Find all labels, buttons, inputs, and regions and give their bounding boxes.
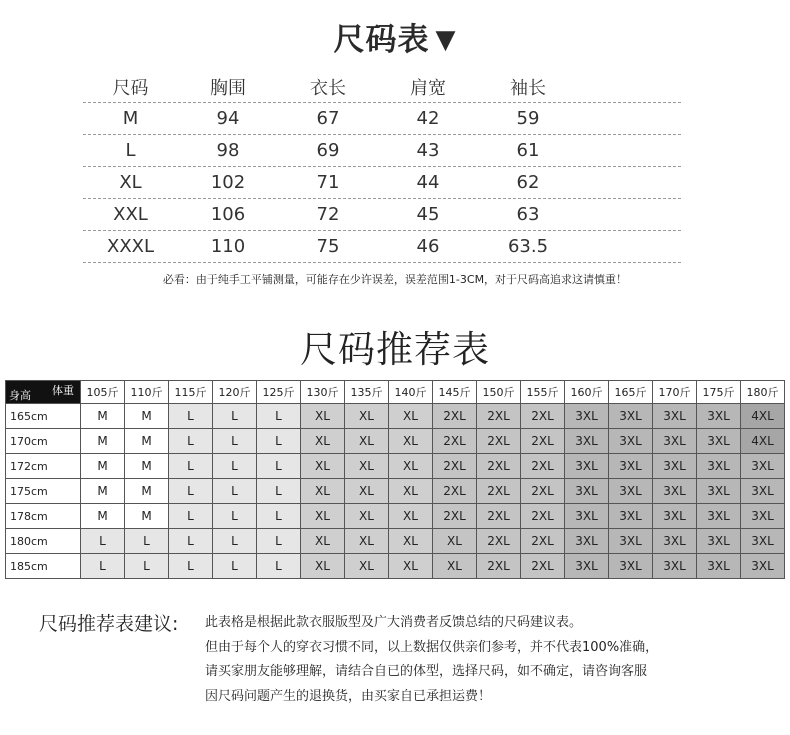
size-recommendation-cell: XL [433, 554, 477, 579]
size-recommendation-cell: 2XL [433, 404, 477, 429]
recommend-table [5, 380, 785, 579]
size-table-cell: 59 [516, 108, 540, 129]
size-recommendation-cell: 3XL [653, 479, 697, 504]
recommend-row [6, 404, 785, 429]
weight-header: 160斤 [565, 381, 609, 404]
size-recommendation-cell: XL [345, 429, 389, 454]
height-label: 180cm [6, 529, 81, 554]
size-recommendation-cell: L [257, 454, 301, 479]
recommend-row [6, 529, 785, 554]
size-recommendation-cell: M [81, 504, 125, 529]
size-recommendation-cell: L [213, 504, 257, 529]
size-recommendation-cell: 3XL [565, 554, 609, 579]
size-recommendation-cell: XL [301, 479, 345, 504]
size-recommendation-cell: M [125, 404, 169, 429]
size-recommendation-cell: 2XL [477, 479, 521, 504]
size-recommendation-cell: L [213, 529, 257, 554]
size-recommendation-cell: 3XL [697, 554, 741, 579]
size-recommendation-cell: 3XL [741, 479, 785, 504]
size-table-cell: 44 [416, 172, 440, 193]
measurement-note: 必看：由于纯手工平铺测量，可能存在少许误差，误差范围1-3CM，对于尺码高追求这请慎重！ [162, 273, 628, 286]
size-table-cell: M [122, 108, 139, 129]
size-recommendation-cell: 3XL [609, 454, 653, 479]
size-recommendation-cell: 3XL [741, 504, 785, 529]
size-recommendation-cell: 3XL [697, 429, 741, 454]
recommend-row [6, 554, 785, 579]
size-table-header: 尺码 [112, 78, 149, 99]
weight-header: 110斤 [125, 381, 169, 404]
size-table-header: 肩宽 [410, 78, 446, 99]
size-recommendation-cell: 3XL [653, 404, 697, 429]
size-recommendation-cell: L [81, 554, 125, 579]
weight-header: 130斤 [301, 381, 345, 404]
height-label: 165cm [6, 404, 81, 429]
size-recommendation-cell: 2XL [433, 454, 477, 479]
size-recommendation-cell: 3XL [741, 554, 785, 579]
triangle-down-icon: ▼ [435, 25, 457, 55]
size-recommendation-cell: 2XL [477, 454, 521, 479]
size-recommendation-cell: 2XL [477, 529, 521, 554]
size-table-cell: 62 [516, 172, 540, 193]
size-recommendation-cell: 3XL [697, 529, 741, 554]
size-table-cell: L [125, 140, 136, 161]
size-recommendation-cell: 3XL [653, 504, 697, 529]
size-recommendation-cell: XL [301, 454, 345, 479]
size-table-cell: 102 [210, 172, 246, 193]
size-recommendation-cell: 2XL [477, 429, 521, 454]
recommend-row [6, 504, 785, 529]
size-recommendation-cell: 4XL [741, 429, 785, 454]
size-table-cell: 69 [316, 140, 340, 161]
size-recommendation-cell: L [81, 529, 125, 554]
size-table-cell: 67 [316, 108, 340, 129]
size-recommendation-cell: XL [301, 429, 345, 454]
recommend-header-row [6, 381, 785, 404]
size-table-cell: 98 [216, 140, 240, 161]
size-recommendation-cell: 2XL [521, 454, 565, 479]
weight-header: 105斤 [81, 381, 125, 404]
size-recommendation-cell: 2XL [521, 479, 565, 504]
size-table-cell: 72 [316, 204, 340, 225]
size-recommendation-cell: 3XL [697, 404, 741, 429]
size-recommendation-cell: 2XL [477, 504, 521, 529]
size-table-row [83, 103, 681, 135]
size-recommendation-cell: 2XL [521, 529, 565, 554]
size-table-cell: 63.5 [507, 236, 549, 257]
size-recommendation-cell: L [169, 454, 213, 479]
size-recommendation-cell: M [125, 504, 169, 529]
size-recommendation-cell: 3XL [609, 554, 653, 579]
size-recommendation-cell: 3XL [609, 504, 653, 529]
size-recommendation-cell: L [169, 479, 213, 504]
size-recommendation-cell: XL [301, 404, 345, 429]
size-recommendation-cell: L [213, 429, 257, 454]
size-chart-title-text: 尺码表 [333, 22, 430, 58]
advice-line: 但由于每个人的穿衣习惯不同，以上数据仅供亲们参考，并不代表100%准确， [205, 639, 659, 655]
size-table-cell: XL [119, 172, 142, 193]
size-table-cell: 94 [216, 108, 240, 129]
size-recommendation-cell: M [125, 429, 169, 454]
height-axis-label: 身高 [9, 389, 31, 402]
size-recommendation-cell: L [213, 454, 257, 479]
size-recommendation-cell: L [125, 529, 169, 554]
size-recommendation-cell: L [257, 479, 301, 504]
weight-header: 120斤 [213, 381, 257, 404]
height-label: 170cm [6, 429, 81, 454]
size-recommendation-cell: XL [389, 404, 433, 429]
size-recommendation-cell: XL [345, 404, 389, 429]
size-table-header-row [83, 72, 681, 103]
size-table-cell: 71 [316, 172, 340, 193]
size-recommendation-cell: 3XL [741, 529, 785, 554]
size-recommendation-cell: 3XL [653, 554, 697, 579]
size-recommendation-cell: 3XL [565, 404, 609, 429]
size-recommendation-cell: XL [389, 504, 433, 529]
weight-header: 135斤 [345, 381, 389, 404]
size-recommendation-cell: L [213, 404, 257, 429]
weight-header: 115斤 [169, 381, 213, 404]
size-table-cell: 46 [416, 236, 440, 257]
size-table-cell: 106 [210, 204, 246, 225]
size-recommendation-cell: XL [301, 504, 345, 529]
size-recommendation-cell: 3XL [741, 454, 785, 479]
size-recommendation-cell: 3XL [653, 529, 697, 554]
size-recommendation-cell: L [257, 554, 301, 579]
size-recommendation-cell: L [257, 529, 301, 554]
size-recommendation-cell: 2XL [433, 504, 477, 529]
size-recommendation-cell: L [169, 529, 213, 554]
weight-header: 180斤 [741, 381, 785, 404]
size-recommendation-cell: M [125, 479, 169, 504]
size-recommendation-cell: 3XL [653, 454, 697, 479]
size-recommendation-cell: 3XL [565, 529, 609, 554]
size-table-cell: 42 [416, 108, 440, 129]
advice-label: 尺码推荐表建议: [39, 613, 179, 635]
size-recommendation-cell: 3XL [697, 504, 741, 529]
size-table-header: 胸围 [210, 78, 246, 99]
size-table-header: 衣长 [310, 78, 346, 99]
size-recommendation-cell: M [81, 404, 125, 429]
weight-header: 125斤 [257, 381, 301, 404]
size-recommendation-cell: XL [345, 554, 389, 579]
size-table-cell: 43 [416, 140, 440, 161]
size-table-row [83, 135, 681, 167]
advice-text [205, 611, 775, 709]
weight-header: 175斤 [697, 381, 741, 404]
size-recommendation-cell: L [125, 554, 169, 579]
height-label: 185cm [6, 554, 81, 579]
size-recommendation-cell: XL [389, 554, 433, 579]
size-recommendation-cell: XL [301, 554, 345, 579]
weight-header: 170斤 [653, 381, 697, 404]
size-recommendation-cell: 4XL [741, 404, 785, 429]
size-recommendation-cell: 2XL [521, 554, 565, 579]
corner-cell [6, 381, 81, 404]
size-table-cell: 110 [210, 236, 246, 257]
size-recommendation-cell: 3XL [565, 479, 609, 504]
height-label: 175cm [6, 479, 81, 504]
size-recommendation-cell: XL [389, 529, 433, 554]
size-table-row [83, 199, 681, 231]
size-recommendation-cell: 3XL [565, 429, 609, 454]
size-table-row [83, 231, 681, 263]
size-recommendation-cell: 3XL [697, 479, 741, 504]
size-recommendation-cell: 3XL [609, 429, 653, 454]
weight-header: 150斤 [477, 381, 521, 404]
recommend-row [6, 429, 785, 454]
size-recommendation-cell: M [125, 454, 169, 479]
size-recommendation-cell: 2XL [477, 554, 521, 579]
size-table-header: 袖长 [510, 78, 546, 99]
size-recommendation-cell: M [81, 479, 125, 504]
size-recommendation-cell: 3XL [609, 529, 653, 554]
size-table-cell: XXL [113, 204, 148, 225]
size-recommendation-cell: XL [389, 479, 433, 504]
weight-header: 140斤 [389, 381, 433, 404]
size-recommendation-cell: XL [345, 479, 389, 504]
size-table-cell: XXXL [106, 236, 155, 257]
size-recommendation-cell: XL [389, 454, 433, 479]
size-recommendation-cell: M [81, 454, 125, 479]
size-chart-title [0, 14, 790, 59]
size-recommendation-cell: 2XL [477, 404, 521, 429]
weight-axis-label: 体重 [52, 384, 74, 397]
size-recommendation-cell: XL [433, 529, 477, 554]
size-recommendation-cell: L [257, 504, 301, 529]
size-recommendation-cell: XL [301, 529, 345, 554]
size-recommendation-cell: 2XL [521, 504, 565, 529]
size-recommendation-cell: L [169, 404, 213, 429]
recommend-chart-title: 尺码推荐表 [300, 328, 490, 371]
size-recommendation-cell: L [257, 429, 301, 454]
size-table-cell: 63 [516, 204, 540, 225]
size-recommendation-cell: 3XL [565, 504, 609, 529]
size-recommendation-cell: M [81, 429, 125, 454]
size-recommendation-cell: XL [345, 454, 389, 479]
size-recommendation-cell: XL [345, 504, 389, 529]
size-recommendation-cell: L [257, 404, 301, 429]
size-recommendation-cell: L [169, 504, 213, 529]
advice-line: 请买家朋友能够理解，请结合自已的体型，选择尺码，如不确定，请咨询客服 [205, 664, 648, 679]
height-label: 178cm [6, 504, 81, 529]
size-table-row [83, 167, 681, 199]
size-recommendation-cell: L [169, 429, 213, 454]
size-recommendation-cell: 3XL [565, 454, 609, 479]
height-label: 172cm [6, 454, 81, 479]
size-recommendation-cell: 2XL [433, 479, 477, 504]
size-recommendation-cell: 3XL [609, 479, 653, 504]
recommend-row [6, 479, 785, 504]
size-recommendation-cell: 3XL [697, 454, 741, 479]
size-recommendation-cell: L [169, 554, 213, 579]
weight-header: 165斤 [609, 381, 653, 404]
size-recommendation-cell: 3XL [609, 404, 653, 429]
size-recommendation-cell: 2XL [433, 429, 477, 454]
size-table-cell: 61 [516, 140, 540, 161]
size-table-cell: 75 [316, 236, 340, 257]
weight-header: 155斤 [521, 381, 565, 404]
size-table-cell: 45 [416, 204, 440, 225]
advice-line: 因尺码问题产生的退换货，由买家自已承担运费！ [205, 688, 492, 704]
weight-header: 145斤 [433, 381, 477, 404]
size-recommendation-cell: XL [345, 529, 389, 554]
size-recommendation-cell: 2XL [521, 404, 565, 429]
size-recommendation-cell: L [213, 479, 257, 504]
size-recommendation-cell: L [213, 554, 257, 579]
advice-line: 此表格是根据此款衣服版型及广大消费者反馈总结的尺码建议表。 [205, 615, 583, 630]
recommend-row [6, 454, 785, 479]
size-recommendation-cell: 3XL [653, 429, 697, 454]
size-table [83, 72, 681, 263]
size-recommendation-cell: XL [389, 429, 433, 454]
size-recommendation-cell: 2XL [521, 429, 565, 454]
